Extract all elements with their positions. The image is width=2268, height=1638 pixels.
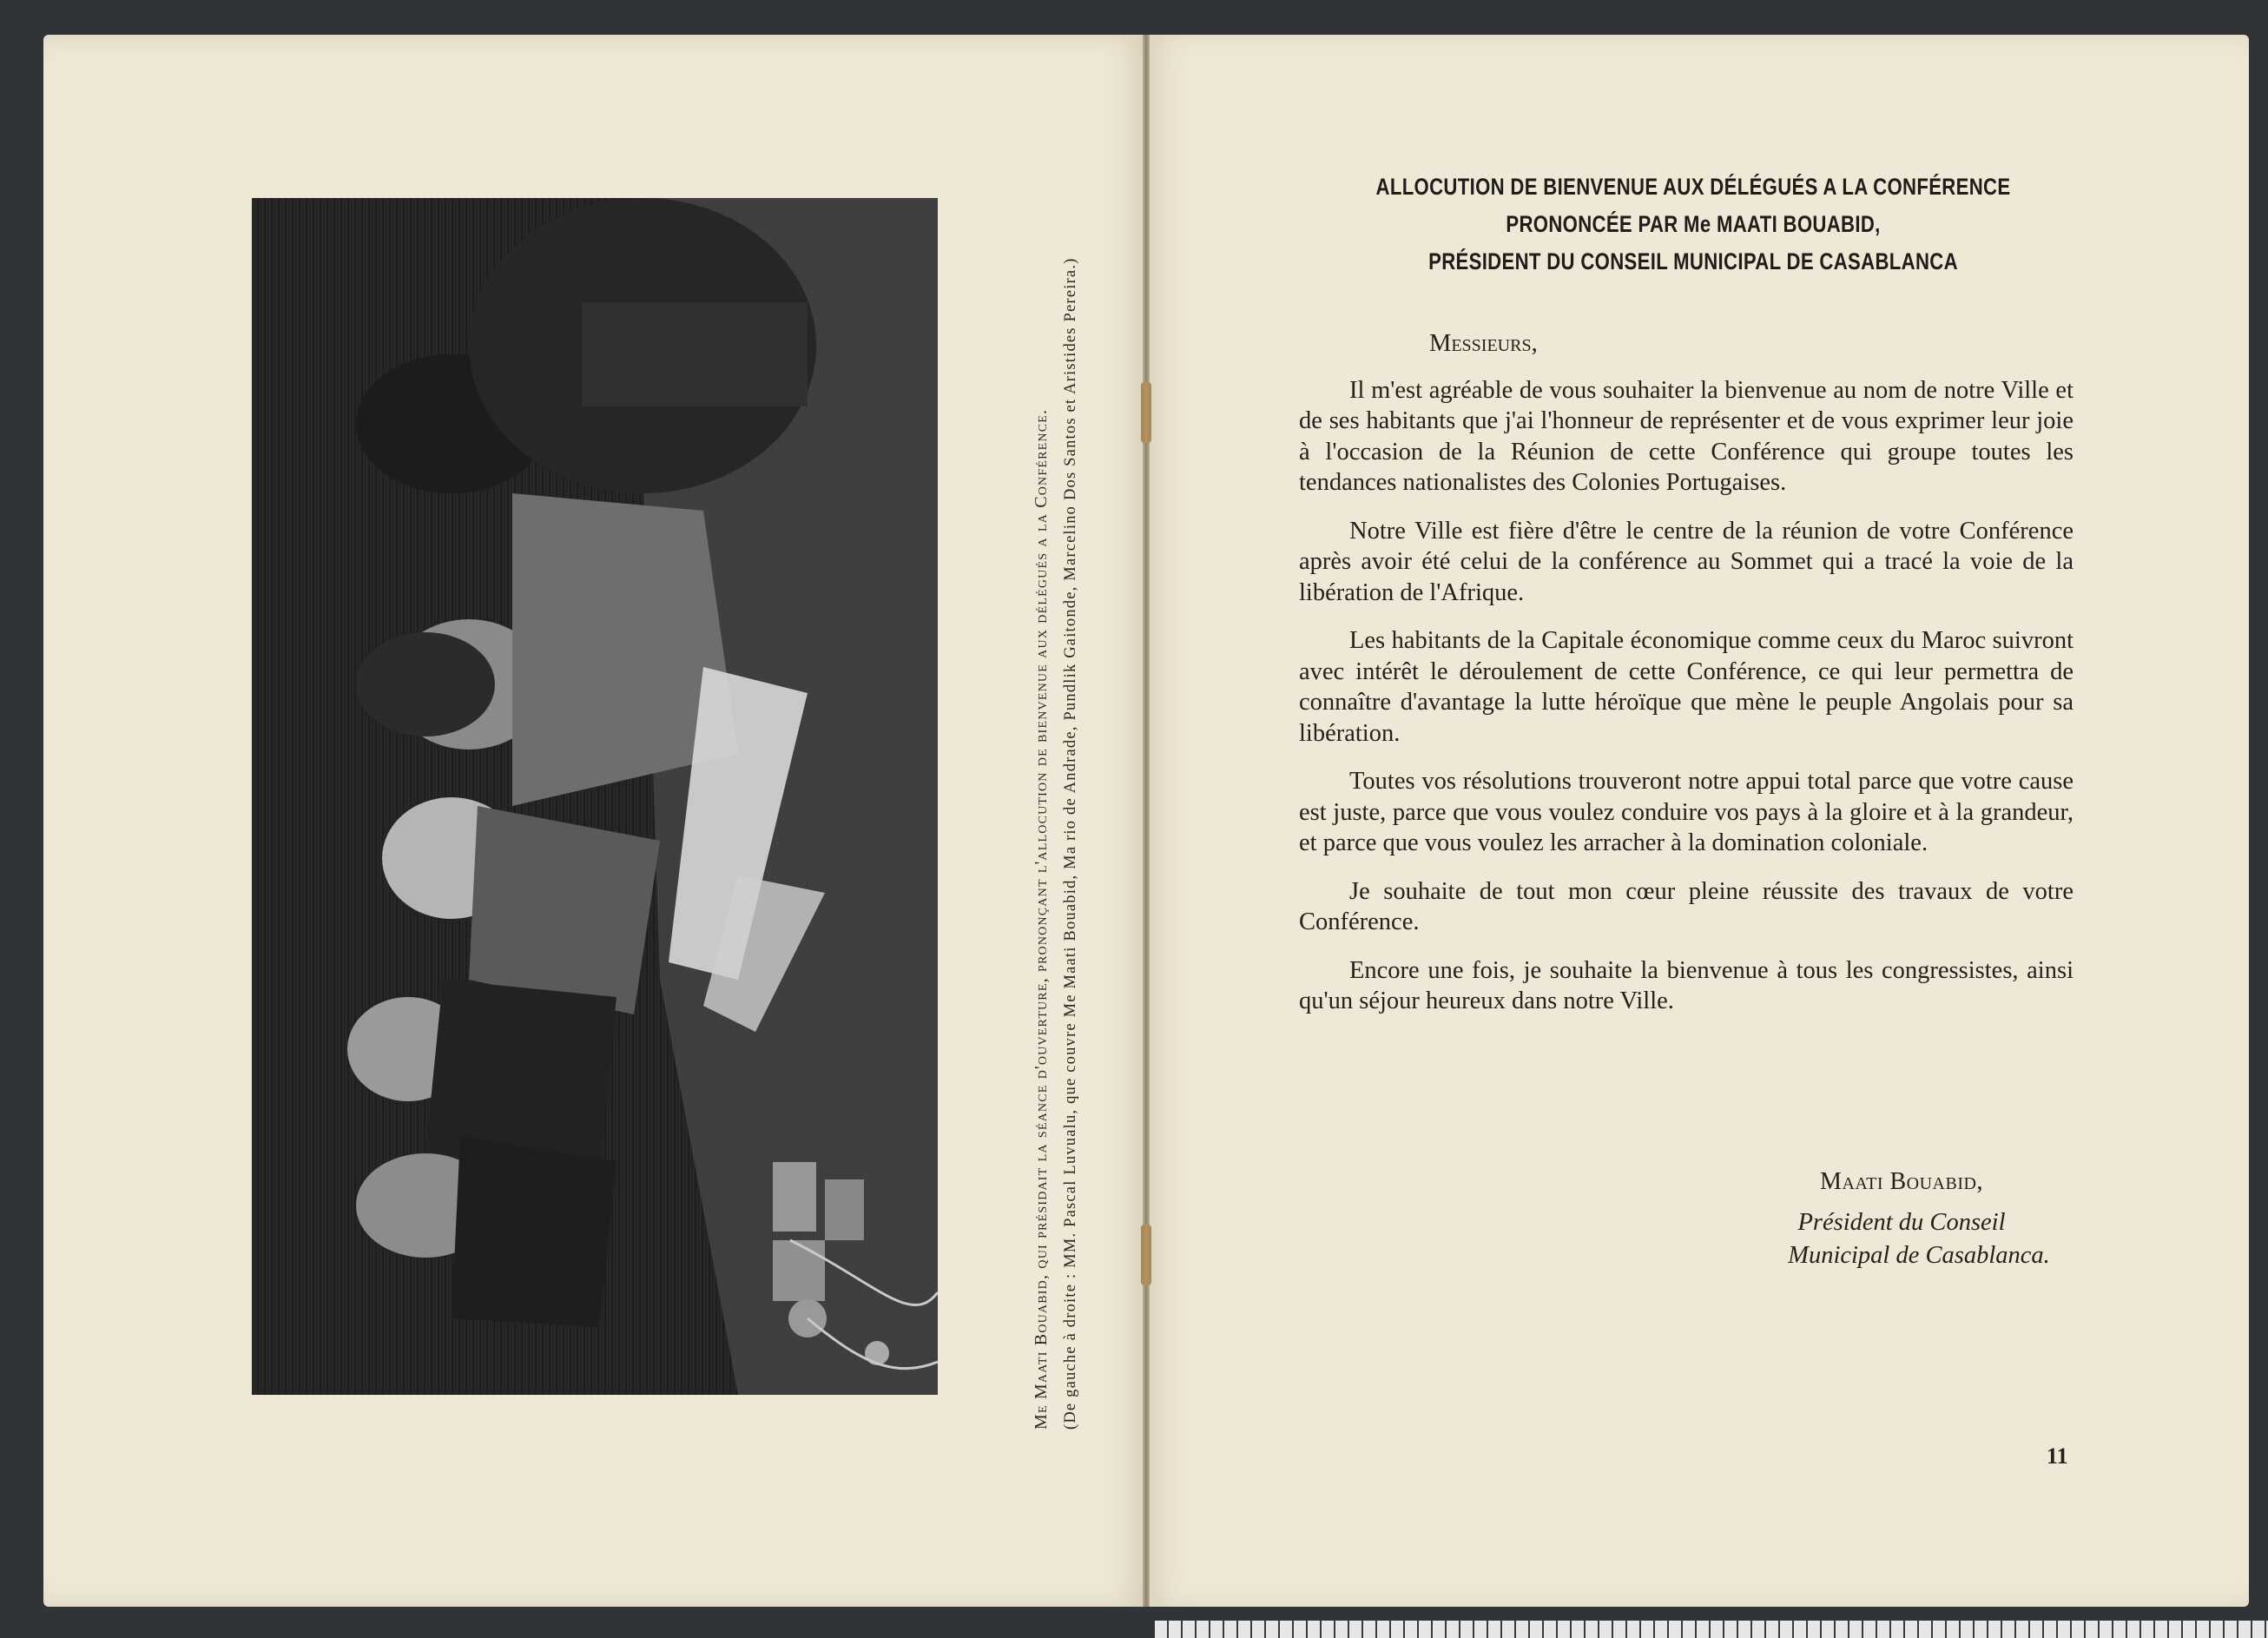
book-spine xyxy=(1143,35,1150,1607)
paragraph: Il m'est agréable de vous souhaiter la bienvenue au nom de notre Ville et de ses habitants que j'ai l'honneur de représenter et de vous exprimer leur joie à l'occasion de la Réunion de cette Conférence qui groupe toutes les tendances nationalistes des Colonies Portugaises. xyxy=(1299,376,2074,496)
signature-block xyxy=(1728,1168,2075,1272)
title-line3: PRÉSIDENT DU CONSEIL MUNICIPAL DE CASABLANCA xyxy=(1428,248,1958,274)
signature-title-line2: Municipal de Casablanca. xyxy=(1788,1242,2050,1269)
staple xyxy=(1141,382,1151,443)
conference-photo xyxy=(252,198,938,1395)
salutation: Messieurs, xyxy=(1429,330,1538,357)
staple xyxy=(1141,1225,1151,1285)
speech-body xyxy=(1299,328,2074,1034)
signature-title-line1: Président du Conseil xyxy=(1797,1209,2006,1236)
paragraph: Je souhaite de tout mon cœur pleine réussite des travaux de votre Conférence. xyxy=(1299,877,2074,935)
scale-ruler xyxy=(1155,1621,2268,1638)
title-line1: ALLOCUTION DE BIENVENUE AUX DÉLÉGUÉS A LA CONFÉRENCE xyxy=(1375,174,2011,200)
page-number: 11 xyxy=(2047,1443,2068,1469)
signature-name: Maati Bouabid, xyxy=(1820,1168,1983,1195)
paragraph: Encore une fois, je souhaite la bienvenue à tous les congressistes, ainsi qu'un séjour heureux dans notre Ville. xyxy=(1299,956,2074,1014)
caption-line2: (De gauche à droite : MM. Pascal Luvualu, que couvre Me Maati Bouabid, Ma rio de Andrade, Pundlik Gaitonde, Marcelino Dos Santos et Aristides Pereira.) xyxy=(1062,257,1079,1430)
paragraph: Toutes vos résolutions trouveront notre appui total parce que votre cause est juste, parce que vous voulez conduire vos pays à la gloire et à la grandeur, et parce que vous voulez les arracher à la domination coloniale. xyxy=(1299,768,2074,856)
photo-caption xyxy=(1032,162,1080,1430)
speech-title xyxy=(1276,168,2110,281)
paragraph: Les habitants de la Capitale économique comme ceux du Maroc suivront avec intérêt le déroulement de cette Conférence, ce qui leur permettra de connaître d'avantage la lutte héroïque que mène le peuple Angolais pour sa libération. xyxy=(1299,627,2074,747)
paragraph: Notre Ville est fière d'être le centre de la réunion de votre Conférence après avoir été celui de la conférence au Sommet qui a tracé la voie de la libération de l'Afrique. xyxy=(1299,517,2074,606)
caption-line1: Me Maati Bouabid, qui présidait la séance d'ouverture, prononçant l'allocution de bienvenue aux délégués a la Conférence. xyxy=(1032,408,1051,1430)
title-line2: PRONONCÉE PAR Me MAATI BOUABID, xyxy=(1506,211,1881,237)
